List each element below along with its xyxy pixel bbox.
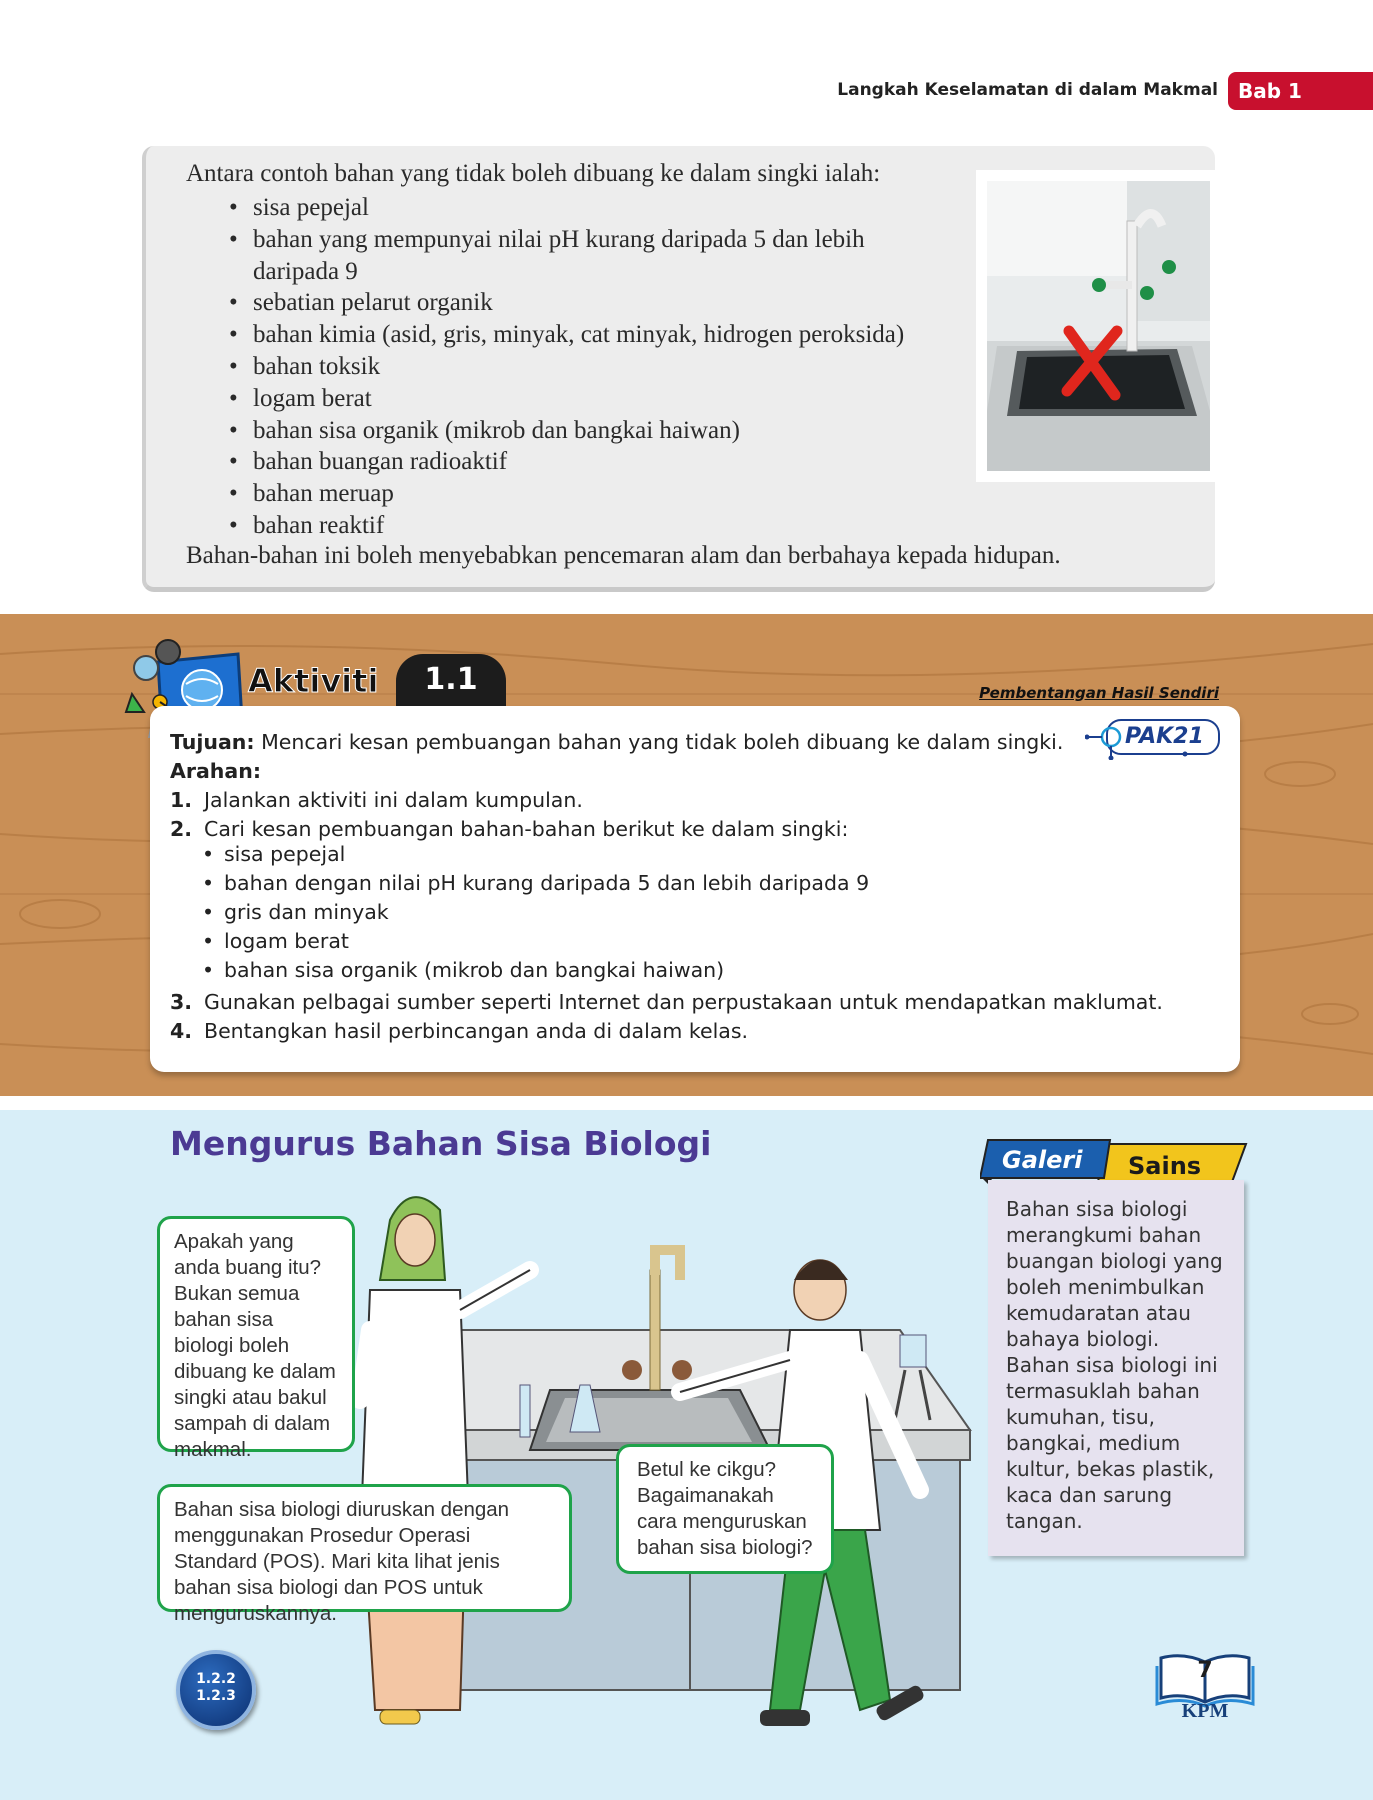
teacher-pos-bubble: Bahan sisa biologi diuruskan dengan menggunakan Prosedur Operasi Standard (POS). Mari kita lihat jenis bahan sisa biologi dan POS untuk menguruskannya. xyxy=(157,1484,572,1612)
activity-material-list xyxy=(200,840,869,985)
teacher-question-bubble: Apakah yang anda buang itu? Bukan semua bahan sisa biologi boleh dibuang ke dalam singki atau bakul sampah di dalam makmal. xyxy=(157,1216,355,1452)
step-text: Bentangkan hasil perbincangan anda di dalam kelas. xyxy=(204,1019,749,1043)
activity-step xyxy=(170,817,848,841)
aim-text: Mencari kesan pembuangan bahan yang tidak boleh dibuang ke dalam singki. xyxy=(261,730,1064,754)
activity-step xyxy=(170,990,1163,1014)
list-item: • bahan buangan radioaktif xyxy=(253,446,873,478)
learning-standard-badge xyxy=(176,1650,256,1730)
list-item: • logam berat xyxy=(200,927,869,956)
step-number: 3. xyxy=(170,990,193,1014)
sink-banned-list xyxy=(253,192,905,542)
sink-disposal-note xyxy=(142,146,1215,592)
galeri-word: Galeri xyxy=(1002,1146,1083,1174)
activity-aim xyxy=(170,730,1063,754)
bio-waste-section xyxy=(0,1110,1373,1800)
activity-step xyxy=(170,788,583,812)
activity-number-tab: 1.1 xyxy=(396,654,506,708)
step-text: Cari kesan pembuangan bahan-bahan berikut ke dalam singki: xyxy=(204,817,849,841)
step-number: 1. xyxy=(170,788,193,812)
list-item: • bahan sisa organik (mikrob dan bangkai haiwan) xyxy=(253,415,873,447)
list-item: • bahan reaktif xyxy=(253,510,873,542)
list-item: • bahan kimia (asid, gris, minyak, cat minyak, hidrogen peroksida) xyxy=(253,319,873,351)
list-item: • gris dan minyak xyxy=(200,898,869,927)
galeri-sains-banner xyxy=(980,1136,1250,1186)
pak21-badge xyxy=(1085,716,1223,760)
list-item: • logam berat xyxy=(253,383,873,415)
galeri-sains-text: Bahan sisa biologi merangkumi bahan buangan biologi yang boleh menimbulkan kemudaratan atau bahaya biologi. Bahan sisa biologi ini termasuklah bahan kumuhan, tisu, bangkai, medium kultur, bekas plastik, kaca dan sarung tangan. xyxy=(988,1180,1244,1556)
activity-card xyxy=(150,706,1240,1072)
chapter-tab: Bab 1 xyxy=(1228,72,1373,110)
activity-band xyxy=(0,614,1373,1096)
list-item: • sisa pepejal xyxy=(200,840,869,869)
step-text: Jalankan aktiviti ini dalam kumpulan. xyxy=(204,788,583,812)
list-item: • sebatian pelarut organik xyxy=(253,287,873,319)
lo-code: 1.2.2 xyxy=(196,1671,236,1687)
list-item: • bahan toksik xyxy=(253,351,873,383)
page-number-mark xyxy=(1155,1648,1255,1728)
running-header-title: Langkah Keselamatan di dalam Makmal xyxy=(837,80,1218,100)
list-item: • sisa pepejal xyxy=(253,192,873,224)
page-number: 7 xyxy=(1197,1658,1213,1683)
list-item: • bahan sisa organik (mikrob dan bangkai haiwan) xyxy=(200,956,869,985)
activity-step xyxy=(170,1019,748,1043)
activity-type-label: Pembentangan Hasil Sendiri xyxy=(979,684,1219,702)
step-number: 4. xyxy=(170,1019,193,1043)
lo-code: 1.2.3 xyxy=(196,1688,236,1704)
sink-note-closing: Bahan-bahan ini boleh menyebabkan pencemaran alam dan berbahaya kepada hidupan. xyxy=(186,542,1061,569)
activity-heading: Aktiviti xyxy=(248,662,379,700)
list-item: • bahan meruap xyxy=(253,478,873,510)
sains-word: Sains xyxy=(1128,1152,1202,1180)
list-item: • bahan dengan nilai pH kurang daripada 5 dan lebih daripada 9 xyxy=(200,869,869,898)
instructions-label: Arahan: xyxy=(170,759,262,783)
step-text: Gunakan pelbagai sumber seperti Internet dan perpustakaan untuk mendapatkan maklumat. xyxy=(204,990,1163,1014)
instructions-heading xyxy=(170,759,261,783)
publisher-label: KPM xyxy=(1181,1700,1229,1722)
pak21-label: PAK21 xyxy=(1125,724,1204,749)
student-reply-bubble: Betul ke cikgu? Bagaimanakah cara menguruskan bahan sisa biologi? xyxy=(616,1444,834,1574)
list-item: • bahan yang mempunyai nilai pH kurang daripada 5 dan lebih daripada 9 xyxy=(253,224,873,288)
section-title: Mengurus Bahan Sisa Biologi xyxy=(170,1124,712,1163)
aim-label: Tujuan: xyxy=(170,730,255,754)
sink-photo xyxy=(976,170,1221,482)
step-number: 2. xyxy=(170,817,193,841)
sink-note-intro: Antara contoh bahan yang tidak boleh dibuang ke dalam singki ialah: xyxy=(186,160,881,187)
